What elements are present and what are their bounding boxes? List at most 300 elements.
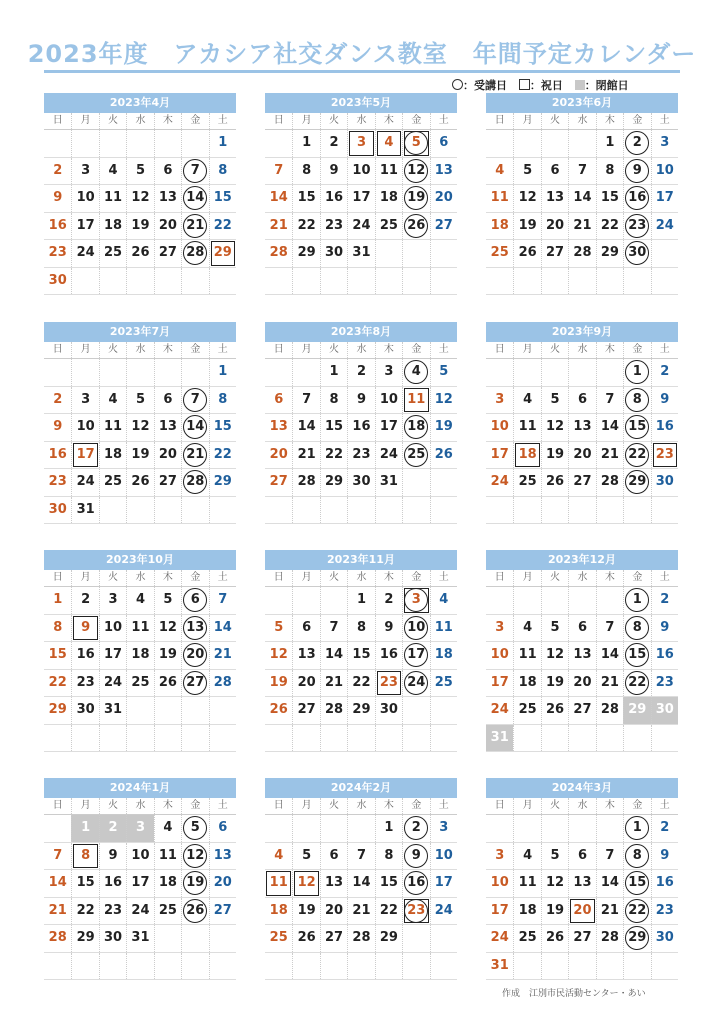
day-number: 5: [302, 847, 312, 863]
day-cell: [71, 587, 98, 614]
weekday-label: 木: [375, 798, 402, 814]
day-number: 17: [131, 875, 150, 890]
day-number: 3: [81, 162, 91, 178]
day-cell: [375, 442, 402, 469]
empty-cell: [486, 497, 513, 524]
week-row: [44, 587, 236, 615]
day-number: 26: [131, 474, 150, 489]
empty-cell: [402, 697, 429, 724]
empty-cell: [568, 268, 595, 295]
day-cell: [126, 615, 153, 642]
week-row: [486, 953, 678, 981]
day-number: 23: [104, 902, 123, 918]
weekday-label: 火: [541, 342, 568, 358]
day-number: 7: [190, 391, 200, 407]
week-row: [486, 725, 678, 753]
day-cell: [320, 130, 347, 157]
weekday-header-row: [486, 342, 678, 359]
day-cell: [651, 843, 678, 870]
week-row: [44, 213, 236, 241]
weekday-label: 月: [292, 113, 319, 129]
footer-credit: 作成 江別市民活動センター・あい: [502, 989, 646, 999]
empty-cell: [402, 240, 429, 267]
day-cell: [375, 213, 402, 240]
empty-cell: [126, 953, 153, 980]
day-cell: [320, 615, 347, 642]
day-cell: [44, 213, 71, 240]
day-number: 23: [352, 446, 371, 462]
day-number: 18: [104, 446, 123, 462]
empty-cell: [209, 953, 236, 980]
day-cell: [430, 414, 457, 441]
week-row: [44, 442, 236, 470]
day-cell: [44, 469, 71, 496]
day-number: 22: [213, 217, 232, 233]
empty-cell: [486, 587, 513, 614]
day-cell: [375, 414, 402, 441]
day-number: 25: [104, 474, 123, 489]
day-number: 21: [600, 902, 619, 918]
day-number: 30: [104, 930, 123, 945]
day-number: 13: [573, 875, 592, 890]
day-number: 2: [660, 364, 670, 379]
day-number: 24: [490, 702, 509, 717]
weekday-label: 土: [209, 342, 236, 358]
day-number: 8: [605, 162, 615, 178]
day-cell: [596, 185, 623, 212]
day-cell: [44, 414, 71, 441]
day-cell: [99, 414, 126, 441]
day-number: 17: [490, 446, 509, 462]
empty-cell: [154, 697, 181, 724]
month-header: 2024年3月: [486, 778, 678, 798]
day-cell: [320, 158, 347, 185]
day-cell: [375, 670, 402, 697]
day-number: 24: [76, 474, 95, 489]
day-cell: [430, 843, 457, 870]
day-cell: [513, 387, 540, 414]
empty-cell: [623, 497, 650, 524]
day-cell: [486, 925, 513, 952]
week-row: [44, 843, 236, 871]
day-number: 25: [490, 245, 509, 260]
day-number: 2: [329, 135, 339, 150]
month-calendar: [265, 550, 457, 752]
empty-cell: [513, 815, 540, 842]
week-row: [44, 497, 236, 525]
day-cell: [126, 185, 153, 212]
day-number: 1: [302, 135, 312, 150]
day-cell: [402, 359, 429, 386]
empty-cell: [181, 268, 208, 295]
day-number: 29: [213, 474, 232, 489]
day-cell: [651, 615, 678, 642]
month-header: 2023年12月: [486, 550, 678, 570]
week-row: [486, 615, 678, 643]
empty-cell: [541, 497, 568, 524]
day-cell: [486, 953, 513, 980]
day-number: 26: [131, 245, 150, 260]
empty-cell: [541, 359, 568, 386]
empty-cell: [596, 497, 623, 524]
weekday-label: 水: [126, 342, 153, 358]
week-row: [486, 843, 678, 871]
day-number: 9: [632, 162, 642, 178]
day-number: 1: [356, 592, 366, 607]
week-row: [265, 587, 457, 615]
empty-cell: [44, 359, 71, 386]
day-cell: [430, 185, 457, 212]
weekday-label: 土: [651, 342, 678, 358]
day-cell: [99, 213, 126, 240]
weekday-label: 月: [71, 342, 98, 358]
weekday-label: 日: [52, 344, 63, 355]
empty-cell: [320, 725, 347, 752]
day-cell: [265, 158, 292, 185]
empty-cell: [99, 268, 126, 295]
day-cell: [347, 843, 374, 870]
day-cell: [596, 158, 623, 185]
day-number: 16: [628, 190, 647, 205]
day-number: 6: [329, 847, 339, 863]
day-number: 18: [379, 190, 398, 205]
empty-cell: [623, 725, 650, 752]
day-number: 13: [325, 875, 344, 890]
day-number: 26: [434, 446, 453, 462]
day-number: 17: [352, 190, 371, 205]
day-cell: [209, 414, 236, 441]
weekday-label: 金: [181, 113, 208, 129]
day-number: 22: [325, 446, 344, 462]
day-number: 27: [573, 702, 592, 717]
empty-cell: [126, 268, 153, 295]
day-number: 13: [546, 190, 565, 205]
day-number: 6: [302, 619, 312, 635]
weekday-label: 水: [568, 570, 595, 586]
day-number: 31: [104, 702, 123, 717]
day-number: 20: [297, 674, 316, 690]
day-number: 19: [186, 875, 205, 890]
day-cell: [623, 870, 650, 897]
day-number: 18: [158, 875, 177, 890]
weekday-label: 金: [402, 798, 429, 814]
day-cell: [71, 843, 98, 870]
day-number: 1: [605, 135, 615, 150]
day-number: 2: [356, 364, 366, 379]
day-cell: [486, 469, 513, 496]
day-number: 9: [108, 847, 118, 863]
weekday-label: 木: [596, 113, 623, 129]
day-cell: [71, 185, 98, 212]
day-cell: [402, 414, 429, 441]
day-cell: [430, 130, 457, 157]
day-number: 26: [158, 674, 177, 690]
day-cell: [154, 642, 181, 669]
day-cell: [651, 469, 678, 496]
empty-cell: [347, 268, 374, 295]
week-row: [265, 268, 457, 296]
day-cell: [513, 898, 540, 925]
month-calendar: [265, 778, 457, 980]
empty-cell: [486, 130, 513, 157]
day-number: 15: [325, 419, 344, 434]
month-header: 2023年6月: [486, 93, 678, 113]
day-cell: [265, 469, 292, 496]
day-number: 19: [269, 674, 288, 690]
weekday-label: 火: [541, 798, 568, 814]
empty-cell: [541, 815, 568, 842]
weekday-label: 土: [430, 798, 457, 814]
day-cell: [44, 642, 71, 669]
day-cell: [181, 469, 208, 496]
day-number: 24: [104, 674, 123, 690]
day-number: 13: [213, 847, 232, 863]
day-cell: [568, 925, 595, 952]
day-number: 23: [48, 245, 67, 260]
day-cell: [320, 414, 347, 441]
day-number: 28: [573, 245, 592, 260]
day-cell: [486, 185, 513, 212]
day-number: 21: [573, 217, 592, 233]
weekday-label: 火: [99, 798, 126, 814]
empty-cell: [154, 359, 181, 386]
day-number: 13: [573, 647, 592, 662]
day-number: 30: [76, 702, 95, 717]
day-cell: [265, 843, 292, 870]
weekday-label: 土: [651, 798, 678, 814]
day-number: 9: [329, 162, 339, 178]
weekday-header-row: [44, 342, 236, 359]
day-number: 6: [577, 619, 587, 635]
weekday-label: 月: [71, 798, 98, 814]
day-number: 23: [628, 217, 647, 233]
empty-cell: [651, 725, 678, 752]
day-number: 2: [53, 162, 63, 178]
day-number: 18: [434, 647, 453, 662]
empty-cell: [181, 359, 208, 386]
day-cell: [375, 898, 402, 925]
day-number: 24: [490, 474, 509, 489]
day-number: 8: [81, 847, 91, 863]
day-cell: [181, 240, 208, 267]
day-cell: [154, 185, 181, 212]
day-number: 2: [660, 820, 670, 835]
day-number: 23: [48, 474, 67, 489]
day-cell: [44, 843, 71, 870]
week-row: [265, 642, 457, 670]
day-number: 19: [297, 902, 316, 918]
day-cell: [486, 213, 513, 240]
day-number: 7: [605, 619, 615, 635]
day-number: 25: [518, 474, 537, 489]
day-cell: [623, 213, 650, 240]
day-cell: [209, 670, 236, 697]
day-cell: [541, 843, 568, 870]
day-number: 14: [297, 419, 316, 434]
empty-cell: [99, 725, 126, 752]
day-number: 23: [655, 446, 674, 462]
week-row: [265, 158, 457, 186]
empty-cell: [596, 953, 623, 980]
empty-cell: [181, 725, 208, 752]
day-cell: [181, 815, 208, 842]
day-number: 14: [352, 875, 371, 890]
day-cell: [44, 870, 71, 897]
empty-cell: [568, 130, 595, 157]
empty-cell: [265, 587, 292, 614]
day-cell: [596, 442, 623, 469]
day-number: 9: [53, 190, 63, 205]
month-calendar: [486, 778, 678, 980]
day-number: 22: [628, 674, 647, 690]
day-cell: [430, 642, 457, 669]
empty-cell: [596, 587, 623, 614]
day-number: 22: [628, 446, 647, 462]
empty-cell: [44, 953, 71, 980]
day-cell: [209, 387, 236, 414]
day-number: 3: [495, 619, 505, 635]
day-cell: [596, 414, 623, 441]
empty-cell: [430, 469, 457, 496]
day-cell: [568, 240, 595, 267]
day-cell: [99, 185, 126, 212]
day-cell: [596, 898, 623, 925]
day-cell: [513, 185, 540, 212]
day-cell: [292, 387, 319, 414]
day-cell: [126, 213, 153, 240]
day-number: 21: [600, 674, 619, 690]
day-cell: [154, 615, 181, 642]
weekday-header-row: [486, 113, 678, 130]
week-row: [265, 469, 457, 497]
day-cell: [265, 697, 292, 724]
weekday-label: 月: [513, 342, 540, 358]
day-cell: [181, 414, 208, 441]
day-cell: [209, 815, 236, 842]
day-cell: [486, 870, 513, 897]
day-number: 4: [108, 162, 118, 178]
day-number: 17: [655, 190, 674, 205]
day-cell: [71, 414, 98, 441]
day-cell: [71, 642, 98, 669]
weekday-label: 金: [623, 342, 650, 358]
day-number: 2: [384, 592, 394, 607]
day-cell: [347, 240, 374, 267]
day-number: 12: [186, 847, 205, 863]
day-cell: [402, 898, 429, 925]
day-cell: [209, 469, 236, 496]
weekday-label: 水: [126, 798, 153, 814]
day-cell: [265, 642, 292, 669]
day-number: 6: [274, 391, 284, 407]
day-cell: [292, 615, 319, 642]
day-number: 11: [379, 162, 398, 178]
day-cell: [181, 587, 208, 614]
day-cell: [623, 815, 650, 842]
day-number: 8: [356, 619, 366, 635]
day-cell: [154, 870, 181, 897]
empty-cell: [154, 497, 181, 524]
day-number: 29: [628, 930, 647, 945]
day-number: 15: [628, 875, 647, 890]
week-row: [44, 870, 236, 898]
empty-cell: [265, 953, 292, 980]
day-cell: [347, 898, 374, 925]
empty-cell: [265, 268, 292, 295]
day-number: 29: [600, 245, 619, 260]
day-number: 27: [573, 474, 592, 489]
day-number: 21: [325, 674, 344, 690]
day-cell: [181, 670, 208, 697]
day-number: 1: [329, 364, 339, 379]
day-number: 28: [48, 930, 67, 945]
day-cell: [651, 359, 678, 386]
day-cell: [181, 642, 208, 669]
weekday-label: 火: [541, 570, 568, 586]
day-cell: [651, 870, 678, 897]
day-number: 22: [48, 674, 67, 690]
day-cell: [568, 843, 595, 870]
day-number: 6: [577, 847, 587, 863]
day-number: 30: [325, 245, 344, 260]
day-number: 20: [158, 217, 177, 233]
day-number: 8: [632, 391, 642, 407]
empty-cell: [181, 697, 208, 724]
day-cell: [596, 697, 623, 724]
day-number: 23: [379, 674, 398, 690]
day-cell: [209, 240, 236, 267]
day-cell: [430, 442, 457, 469]
empty-cell: [402, 497, 429, 524]
day-cell: [292, 158, 319, 185]
weekday-label: 木: [596, 798, 623, 814]
empty-cell: [513, 725, 540, 752]
day-number: 5: [135, 162, 145, 178]
day-cell: [320, 240, 347, 267]
day-cell: [181, 442, 208, 469]
day-number: 14: [48, 875, 67, 890]
day-number: 4: [163, 820, 173, 835]
day-cell: [486, 240, 513, 267]
week-row: [44, 240, 236, 268]
month-header: 2023年8月: [265, 322, 457, 342]
day-number: 27: [213, 902, 232, 918]
day-cell: [541, 469, 568, 496]
weekday-label: 土: [209, 113, 236, 129]
day-number: 23: [407, 902, 426, 918]
day-cell: [375, 469, 402, 496]
empty-cell: [513, 130, 540, 157]
day-number: 2: [632, 135, 642, 150]
month-header: 2024年2月: [265, 778, 457, 798]
day-cell: [126, 469, 153, 496]
day-number: 10: [490, 647, 509, 662]
month-header: 2024年1月: [44, 778, 236, 798]
day-cell: [513, 843, 540, 870]
day-number: 9: [660, 847, 670, 863]
day-number: 25: [518, 930, 537, 945]
empty-cell: [402, 469, 429, 496]
day-cell: [71, 240, 98, 267]
day-number: 10: [490, 419, 509, 434]
month-calendar: [486, 550, 678, 752]
day-cell: [568, 442, 595, 469]
empty-cell: [71, 130, 98, 157]
day-cell: [623, 414, 650, 441]
day-number: 28: [600, 702, 619, 717]
day-number: 20: [573, 674, 592, 690]
weekday-label: 火: [541, 113, 568, 129]
